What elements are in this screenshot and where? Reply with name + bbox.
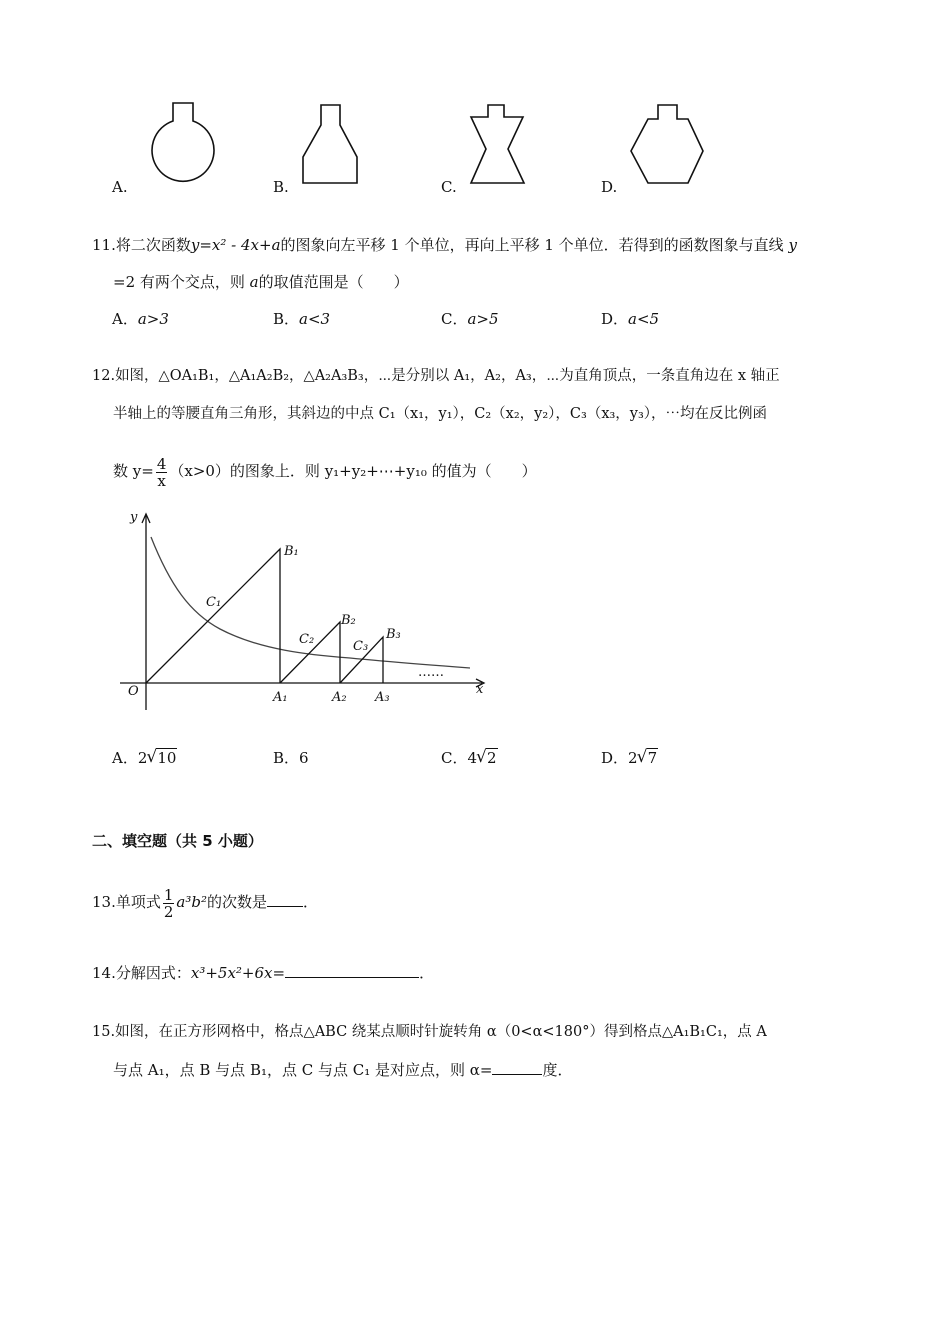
q12-line3-post: （x>0）的图象上．则 y₁+y₂+⋯+y₁₀ 的值为（ ） (169, 462, 537, 480)
q12-line3-pre: 数 y= (113, 462, 154, 480)
q15-line2 (113, 1059, 573, 1081)
label-x: x (476, 682, 484, 697)
q15-number: 15. (92, 1024, 116, 1040)
q13-line (92, 883, 318, 921)
q15-line1 (92, 1021, 767, 1043)
q12-figure (110, 505, 500, 715)
q13-number: 13. (92, 893, 116, 911)
q11-line1 (92, 234, 797, 256)
q12-number: 12. (92, 368, 116, 384)
label-a3: A₃ (375, 690, 390, 705)
q11-function: y=x² - 4x+a (190, 236, 281, 254)
q14-answer-blank[interactable] (285, 963, 419, 978)
label-dots: …… (418, 665, 444, 680)
label-a2: A₂ (332, 690, 347, 705)
label-c1: C₁ (206, 595, 222, 610)
q12-line3 (113, 453, 537, 489)
q13-expr: a³b² (176, 893, 207, 911)
q10-option-a-label: A. (112, 178, 128, 196)
label-o: O (128, 684, 139, 699)
q15-line2-pre: 与点 A₁，点 B 与点 B₁，点 C 与点 C₁ 是对应点，则 α= (113, 1061, 493, 1079)
q10-option-c-label: C. (441, 178, 457, 196)
q10-option-d-label: D. (601, 178, 618, 196)
q11-option-a: A．a>3 (112, 310, 169, 328)
q11-line2-text: =2 有两个交点，则 (113, 273, 245, 291)
q15-answer-blank[interactable] (492, 1060, 542, 1075)
q13-post: 的次数是 (207, 893, 268, 911)
q13-end: ． (303, 893, 319, 911)
q11-line2 (113, 271, 409, 293)
q11-var-a: a (249, 273, 259, 291)
q10-option-b-label: B. (273, 178, 289, 196)
q12-option-a: A．2√ 10 (112, 747, 177, 768)
q12-option-b: B．6 (273, 749, 309, 767)
q11-option-b: B．a<3 (273, 310, 331, 328)
q12-fraction: $\frac{4}{x}$ (156, 454, 167, 490)
q12-line1-text: 如图，△OA₁B₁，△A₁A₂B₂，△A₂A₃B₃，⋯是分别以 A₁，A₂，A₃，⋯为直角顶点，一条直角边在 x 轴正 (115, 368, 780, 384)
q13-fraction: $\frac{1}{2}$ (163, 885, 174, 921)
q14-expr: x³+5x²+6x= (190, 964, 286, 982)
q11-number: 11. (92, 236, 116, 254)
q14-line (92, 962, 434, 984)
q11-option-c: C．a>5 (441, 310, 499, 328)
label-y: y (130, 510, 138, 525)
hourglass-vessel-icon (471, 105, 524, 183)
q11-option-d: D．a<5 (601, 310, 660, 328)
label-c2: C₂ (299, 632, 315, 647)
q12-option-c: C．4√ 2 (441, 747, 498, 768)
q14-end: ． (419, 964, 435, 982)
section-heading-fill-blank: 二、填空题（共 5 小题） (92, 832, 263, 850)
q12-line1 (92, 365, 780, 387)
hyperbola-curve (151, 537, 470, 668)
hexagon-vessel-icon (631, 105, 703, 183)
label-c3: C₃ (353, 639, 369, 654)
q13-answer-blank[interactable] (267, 892, 303, 907)
q11-text-part2: 的图象向左平移 1 个单位，再向上平移 1 个单位．若得到的函数图象与直线 (280, 236, 784, 254)
q14-number: 14. (92, 964, 116, 982)
q11-line2-end: 的取值范围是（ ） (258, 273, 409, 291)
q10-vessel-shapes (140, 95, 730, 195)
q15-line2-post: 度． (542, 1061, 573, 1079)
label-a1: A₁ (273, 690, 288, 705)
conical-flask-icon (303, 105, 357, 183)
q12-line2: 半轴上的等腰直角三角形，其斜边的中点 C₁（x₁，y₁），C₂（x₂，y₂），C₃（x₃，y₃），⋯均在反比例函 (113, 406, 768, 422)
q11-var-y: y (788, 236, 797, 254)
label-b3: B₃ (386, 627, 401, 642)
q11-text-part1: 将二次函数 (115, 236, 191, 254)
q14-pre: 分解因式： (115, 964, 191, 982)
label-b2: B₂ (341, 613, 356, 628)
q12-option-d: D．2√ 7 (601, 747, 658, 768)
q13-pre: 单项式 (115, 893, 161, 911)
round-flask-icon (152, 103, 214, 181)
q15-line1-text: 如图，在正方形网格中，格点△ABC 绕某点顺时针旋转角 α（0<α<180°）得到格点△A₁B₁C₁，点 A (115, 1024, 767, 1040)
label-b1: B₁ (284, 544, 299, 559)
